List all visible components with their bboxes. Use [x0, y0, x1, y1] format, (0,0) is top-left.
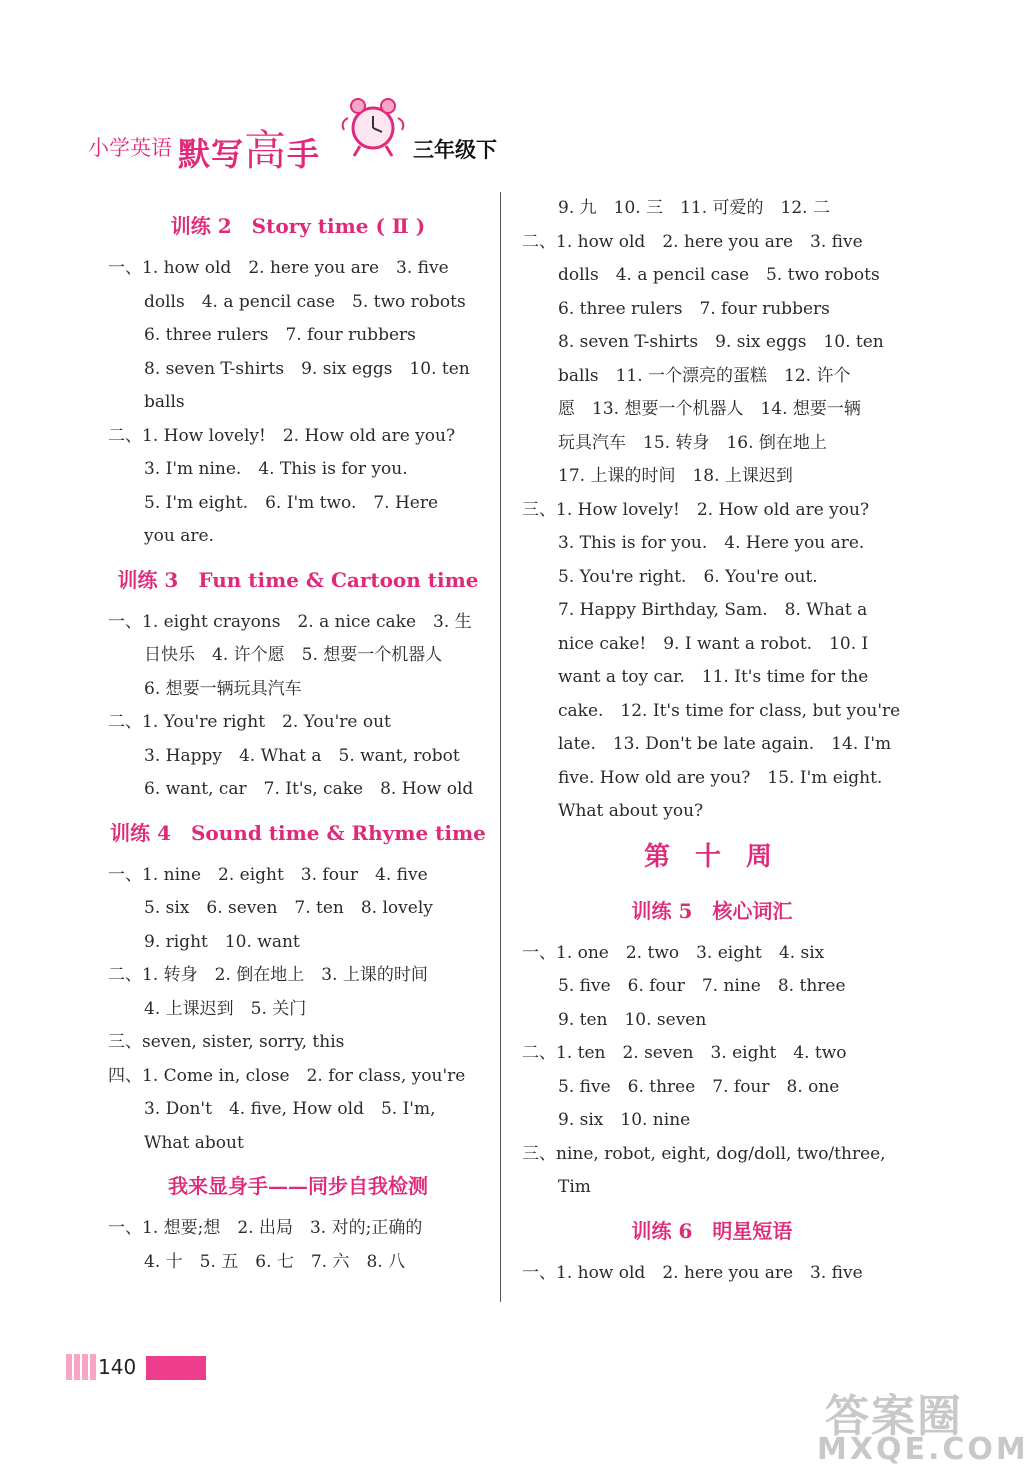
answer-line: 7. Happy Birthday, Sam. 8. What a: [558, 600, 868, 620]
answer-line: 6. want, car 7. It's, cake 8. How old: [144, 779, 474, 799]
answer-line: 一、1. nine 2. eight 3. four 4. five: [108, 864, 428, 885]
answer-line: 三、1. How lovely! 2. How old are you?: [522, 499, 870, 520]
answer-line: cake. 12. It's time for class, but you're: [558, 700, 901, 721]
section-title: 训练 4 Sound time & Rhyme time: [110, 820, 486, 845]
answer-line: 9. six 10. nine: [558, 1110, 691, 1130]
answer-line: 一、1. how old 2. here you are 3. five: [522, 1262, 863, 1283]
alarm-clock-icon: [338, 90, 408, 160]
answer-line: What about: [144, 1132, 244, 1153]
answer-line: 一、1. eight crayons 2. a nice cake 3. 生: [108, 611, 472, 632]
answer-line: 一、1. how old 2. here you are 3. five: [108, 258, 449, 278]
answer-line: 二、1. 转身 2. 倒在地上 3. 上课的时间: [108, 965, 428, 985]
section-title: 我来显身手——同步自我检测: [168, 1174, 428, 1198]
answer-line: Tim: [558, 1177, 591, 1197]
answer-line: 二、1. How lovely! 2. How old are you?: [108, 425, 456, 446]
section-title: 训练 6 明星短语: [631, 1218, 793, 1243]
answer-line: 一、1. 想要;想 2. 出局 3. 对的;正确的: [108, 1218, 423, 1238]
answer-line: five. How old are you? 15. I'm eight.: [558, 767, 883, 788]
right-column: [522, 192, 902, 1290]
answer-line: 二、1. how old 2. here you are 3. five: [522, 231, 863, 252]
answer-line: 5. I'm eight. 6. I'm two. 7. Here: [144, 492, 439, 513]
book-header: [88, 90, 528, 175]
answer-line: 二、1. ten 2. seven 3. eight 4. two: [522, 1043, 847, 1063]
answer-line: 日快乐 4. 许个愿 5. 想要一个机器人: [144, 645, 443, 665]
column-divider: [500, 192, 501, 1302]
answer-line: 二、1. You're right 2. You're out: [108, 712, 391, 732]
answer-line: 三、nine, robot, eight, dog/doll, two/three,: [522, 1143, 886, 1164]
answer-line: 3. I'm nine. 4. This is for you.: [144, 459, 408, 479]
answer-line: 8. seven T-shirts 9. six eggs 10. ten: [144, 358, 470, 379]
page-number: 140: [98, 1355, 137, 1379]
answer-line: dolls 4. a pencil case 5. two robots: [558, 265, 880, 285]
answer-line: 6. three rulers 7. four rubbers: [144, 325, 416, 345]
page-bar: [146, 1356, 206, 1380]
answer-line: you are.: [144, 526, 214, 546]
answer-line: 3. This is for you. 4. Here you are.: [558, 533, 865, 553]
answer-line: 8. seven T-shirts 9. six eggs 10. ten: [558, 332, 884, 352]
answer-line: late. 13. Don't be late again. 14. I'm: [558, 734, 892, 754]
section-title: 训练 5 核心词汇: [631, 898, 793, 923]
answer-line: want a toy car. 11. It's time for the: [558, 667, 869, 687]
answer-line: 愿 13. 想要一个机器人 14. 想要一辆: [558, 399, 861, 419]
answer-line: 9. 九 10. 三 11. 可爱的 12. 二: [558, 198, 830, 218]
answer-line: balls: [144, 392, 185, 412]
answer-line: 玩具汽车 15. 转身 16. 倒在地上: [558, 432, 827, 453]
answer-line: 5. six 6. seven 7. ten 8. lovely: [144, 898, 433, 918]
answer-line: 9. ten 10. seven: [558, 1009, 707, 1030]
watermark-text: 答案圈: [825, 1391, 963, 1442]
answer-line: 5. five 6. three 7. four 8. one: [558, 1076, 840, 1097]
answer-line: 3. Happy 4. What a 5. want, robot: [144, 745, 460, 766]
answer-line: dolls 4. a pencil case 5. two robots: [144, 291, 466, 312]
answer-line: 6. three rulers 7. four rubbers: [558, 298, 830, 319]
answer-line: 一、1. one 2. two 3. eight 4. six: [522, 942, 825, 963]
answer-line: 9. right 10. want: [144, 931, 300, 952]
answer-line: 三、seven, sister, sorry, this: [108, 1032, 345, 1052]
week-heading: 第 十 周: [643, 841, 781, 872]
book-title: 默写高手: [178, 126, 321, 175]
watermark: [805, 1380, 1029, 1470]
answer-line: balls 11. 一个漂亮的蛋糕 12. 许个: [558, 365, 851, 386]
series-name: 小学英语: [88, 136, 172, 160]
section-title: 训练 3 Fun time & Cartoon time: [117, 567, 479, 592]
answer-line: 3. Don't 4. five, How old 5. I'm,: [144, 1099, 436, 1119]
watermark-domain: MXQE.COM: [817, 1432, 1029, 1467]
answer-line: 17. 上课的时间 18. 上课迟到: [558, 466, 793, 486]
grade-label: 三年级下: [413, 138, 497, 162]
answer-line: 5. five 6. four 7. nine 8. three: [558, 976, 846, 996]
left-column: [108, 200, 488, 1279]
answer-line: nice cake! 9. I want a robot. 10. I: [558, 633, 869, 654]
answer-line: 4. 十 5. 五 6. 七 7. 六 8. 八: [144, 1251, 406, 1272]
answer-line: 4. 上课迟到 5. 关门: [144, 998, 307, 1019]
page-decoration: [66, 1354, 96, 1380]
answer-line: 5. You're right. 6. You're out.: [558, 566, 818, 587]
answer-line: 6. 想要一辆玩具汽车: [144, 678, 302, 699]
answer-line: 四、1. Come in, close 2. for class, you're: [108, 1065, 466, 1086]
answer-line: What about you?: [558, 801, 704, 821]
section-title: 训练 2 Story time ( Ⅱ ): [170, 214, 426, 238]
